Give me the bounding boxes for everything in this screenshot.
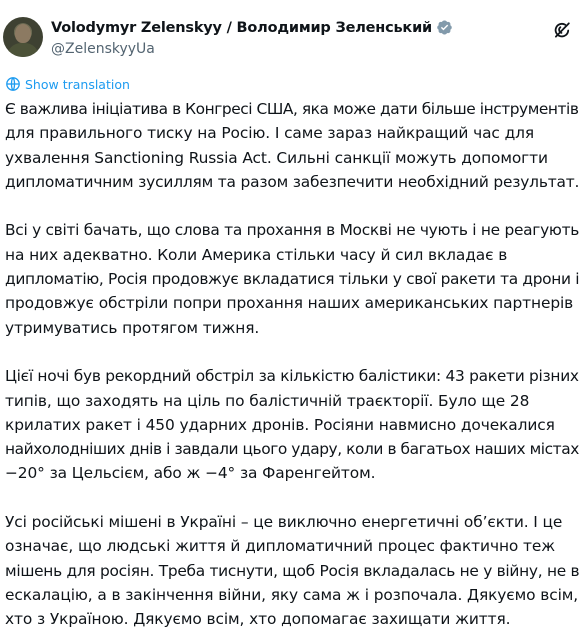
author-name-row	[51, 19, 453, 36]
text-line: мішень для росіян. Треба тиснути, щоб Росія вкладалась не у війну, не в	[5, 561, 580, 580]
text-line: хто з Україною. Дякуємо всім, хто допомагає захищати життя.	[5, 610, 511, 629]
text-line: для правильного тиску на Росію. І саме зараз найкращий час для	[5, 124, 535, 143]
tweet-paragraph	[5, 218, 581, 339]
text-line: дипломатичним зусиллям та разом забезпечити необхідний результат.	[5, 172, 580, 191]
tweet-paragraph	[5, 364, 581, 485]
grok-icon[interactable]	[553, 21, 571, 39]
text-line: типів, що заходять на ціль по балістичній траєкторії. Було ще 28	[5, 391, 530, 410]
text-line: продовжує обстріли попри прохання наших американських партнерів	[5, 294, 574, 313]
text-line: дипломатію, Росія продовжує вкладатися тільки у свої ракети та дрони і	[5, 270, 580, 289]
text-line: ескалацію, а в закінчення війни, яку сама ж і розпочала. Дякуємо всім,	[5, 585, 579, 604]
tweet-paragraph	[5, 510, 581, 631]
text-line: Всі у світі бачать, що слова та прохання в Москві не чують і не реагують	[5, 221, 580, 240]
text-line: −20° за Цельсієм, або ж −4° за Фаренгейтом.	[5, 464, 376, 483]
tweet-paragraph	[5, 97, 581, 194]
text-line: утримуватись протягом тижня.	[5, 318, 260, 337]
author-handle[interactable]: @ZelenskyyUa	[51, 41, 155, 57]
text-line: Цієї ночі був рекордний обстріл за кількістю балістики: 43 ракети різних	[5, 367, 579, 386]
text-line: крилатих ракет і 450 ударних дронів. Росіяни навмисно дочекалися	[5, 415, 555, 434]
avatar[interactable]	[3, 17, 43, 57]
verified-badge-icon[interactable]	[436, 19, 453, 36]
show-translation-link[interactable]	[5, 76, 130, 92]
text-line: Є важлива ініціатива в Конгресі США, яка може дати більше інструментів	[5, 100, 579, 118]
translate-globe-icon	[5, 76, 21, 92]
text-line: найхолодніших днів і завдали цього удару, коли в багатьох наших містах	[5, 440, 579, 459]
text-line: ухвалення Sanctioning Russia Act. Сильні санкції можуть допомогти	[5, 148, 548, 167]
tweet-header	[3, 17, 579, 63]
text-line: на них адекватно. Коли Америка стільки часу й сил вкладає в	[5, 245, 508, 264]
author-display-name[interactable]: Volodymyr Zelenskyy / Володимир Зеленський	[51, 19, 432, 36]
text-line: Усі російські мішені в Україні – це виключно енергетичні об’єкти. І це	[5, 513, 563, 532]
show-translation-label: Show translation	[25, 76, 130, 92]
text-line: означає, що людські життя й дипломатичний процес фактично теж	[5, 537, 556, 556]
tweet-text	[5, 97, 581, 632]
